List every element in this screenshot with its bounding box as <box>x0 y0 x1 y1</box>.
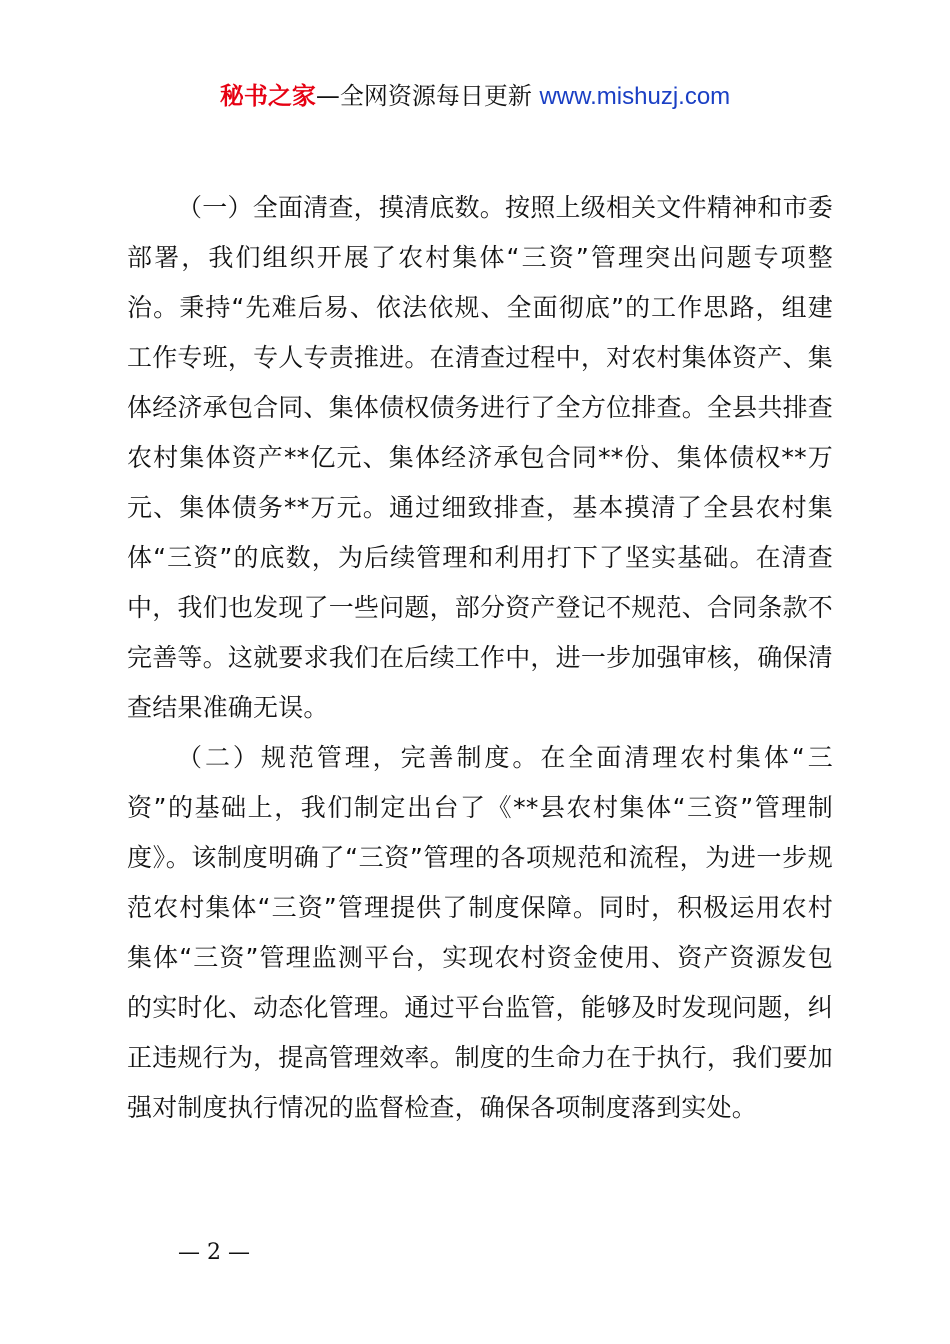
header-tagline: —全网资源每日更新 <box>315 82 532 110</box>
website-link[interactable]: www.mishuzj.com <box>539 83 731 110</box>
brand-name: 秘书之家 <box>219 82 316 110</box>
page-header <box>0 80 950 113</box>
paragraph-1: （一）全面清查，摸清底数。按照上级相关文件精神和市委部署，我们组织开展了农村集体“三资”管理突出问题专项整治。秉持“先难后易、依法依规、全面彻底”的工作思路，组建工作专班，专人专责推进。在清查过程中，对农村集体资产、集体经济承包合同、集体债权债务进行了全方位排查。全县共排查农村集体资产**亿元、集体经济承包合同**份、集体债权**万元、集体债务**万元。通过细致排查，基本摸清了全县农村集体“三资”的底数，为后续管理和利用打下了坚实基础。在清查中，我们也发现了一些问题，部分资产登记不规范、合同条款不完善等。这就要求我们在后续工作中，进一步加强审核，确保清查结果准确无误。 <box>127 193 833 722</box>
document-body <box>127 183 833 1133</box>
paragraph-2: （二）规范管理，完善制度。在全面清理农村集体“三资”的基础上，我们制定出台了《**县农村集体“三资”管理制度》。该制度明确了“三资”管理的各项规范和流程，为进一步规范农村集体“三资”管理提供了制度保障。同时，积极运用农村集体“三资”管理监测平台，实现农村资金使用、资产资源发包的实时化、动态化管理。通过平台监管，能够及时发现问题，纠正违规行为，提高管理效率。制度的生命力在于执行，我们要加强对制度执行情况的监督检查，确保各项制度落到实处。 <box>127 743 833 1122</box>
page-number: — 2 — <box>178 1240 250 1265</box>
